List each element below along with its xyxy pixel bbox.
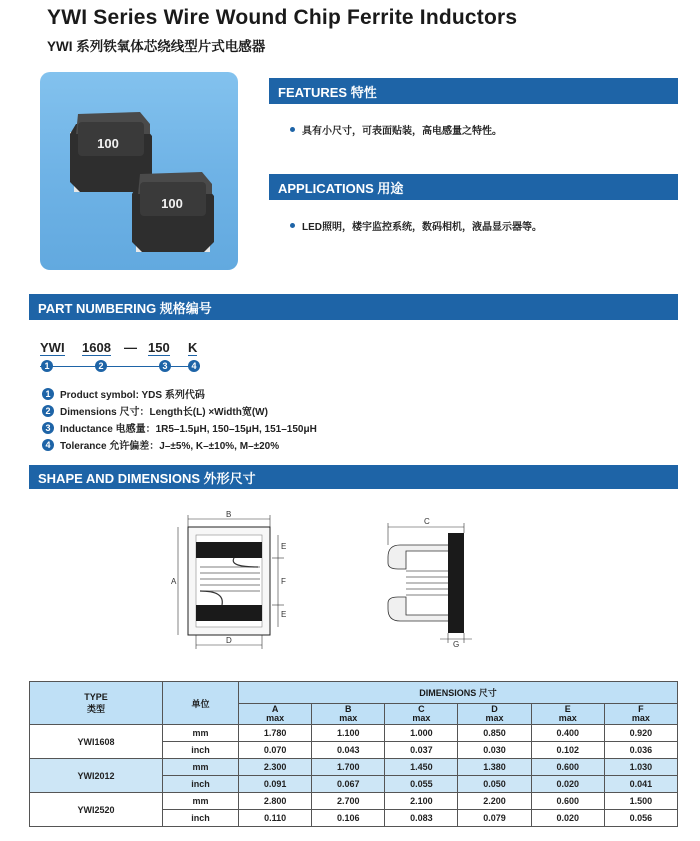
features-item-text: 具有小尺寸，可表面贴装，高电感量之特性。: [302, 126, 502, 137]
features-item: [290, 122, 502, 137]
type-cell: YWI2012: [30, 759, 163, 793]
value-cell: 0.030: [458, 742, 531, 759]
bullet-dot-icon: [290, 127, 295, 132]
spec-item: [42, 420, 317, 435]
col-header-c: C max: [385, 704, 458, 725]
value-cell: 0.056: [604, 810, 677, 827]
spec-marker: 2: [42, 405, 54, 417]
value-cell: 0.083: [385, 810, 458, 827]
spec-marker: 1: [42, 388, 54, 400]
value-cell: 0.067: [312, 776, 385, 793]
spec-text: Product symbol: YDS 系列代码: [60, 390, 205, 401]
col-header-e: E max: [531, 704, 604, 725]
value-cell: 0.920: [604, 725, 677, 742]
value-cell: 1.380: [458, 759, 531, 776]
pn-marker-2: 2: [95, 360, 107, 372]
type-cell: YWI1608: [30, 725, 163, 759]
unit-cell: inch: [163, 742, 239, 759]
value-cell: 1.780: [239, 725, 312, 742]
value-cell: 0.600: [531, 793, 604, 810]
value-cell: 0.070: [239, 742, 312, 759]
value-cell: 0.050: [458, 776, 531, 793]
pn-code-size: 1608: [82, 340, 111, 355]
unit-header: 单位: [163, 682, 239, 725]
value-cell: 2.200: [458, 793, 531, 810]
value-cell: 0.041: [604, 776, 677, 793]
value-cell: 0.600: [531, 759, 604, 776]
pn-connector-line: [40, 366, 200, 367]
type-cell: YWI2520: [30, 793, 163, 827]
chip-marking-2: 100: [161, 196, 183, 211]
spec-item: [42, 437, 279, 452]
value-cell: 0.037: [385, 742, 458, 759]
page-title: YWI Series Wire Wound Chip Ferrite Inductors: [47, 6, 518, 29]
inductor-chips-image: [40, 72, 238, 270]
value-cell: 0.043: [312, 742, 385, 759]
spec-marker: 3: [42, 422, 54, 434]
value-cell: 0.400: [531, 725, 604, 742]
value-cell: 0.106: [312, 810, 385, 827]
unit-cell: inch: [163, 776, 239, 793]
dim-label-e-top: E: [281, 542, 287, 551]
dim-label-b: B: [226, 510, 232, 519]
shape-heading: SHAPE AND DIMENSIONS 外形尺寸: [29, 465, 678, 489]
unit-cell: mm: [163, 725, 239, 742]
type-header: TYPE 类型: [30, 682, 163, 725]
value-cell: 0.036: [604, 742, 677, 759]
applications-item-text: LED照明，楼宇监控系统，数码相机，液晶显示器等。: [302, 222, 542, 233]
value-cell: 2.100: [385, 793, 458, 810]
value-cell: 0.020: [531, 810, 604, 827]
col-header-d: D max: [458, 704, 531, 725]
value-cell: 0.110: [239, 810, 312, 827]
page-subtitle: YWI 系列铁氧体芯绕线型片式电感器: [47, 39, 266, 54]
value-cell: 2.700: [312, 793, 385, 810]
value-cell: 0.055: [385, 776, 458, 793]
col-header-f: F max: [604, 704, 677, 725]
pn-code-series: YWI: [40, 340, 65, 355]
pn-marker-4: 4: [188, 360, 200, 372]
features-heading: FEATURES 特性: [269, 78, 678, 104]
bullet-dot-icon: [290, 223, 295, 228]
dim-label-e-bottom: E: [281, 610, 287, 619]
pn-marker-1: 1: [41, 360, 53, 372]
col-header-b: B max: [312, 704, 385, 725]
value-cell: 0.102: [531, 742, 604, 759]
value-cell: 1.450: [385, 759, 458, 776]
value-cell: 0.850: [458, 725, 531, 742]
dim-label-a: A: [171, 577, 177, 586]
dim-label-c: C: [424, 517, 430, 526]
dimensions-table: [29, 681, 678, 827]
applications-heading: APPLICATIONS 用途: [269, 174, 678, 200]
spec-marker: 4: [42, 439, 54, 451]
dim-label-d: D: [226, 636, 232, 645]
product-photo: [40, 72, 238, 270]
value-cell: 1.000: [385, 725, 458, 742]
part-numbering-heading: PART NUMBERING 规格编号: [29, 294, 678, 320]
chip-marking-1: 100: [97, 136, 119, 151]
pn-code-dash: —: [124, 340, 137, 355]
dimensions-header: DIMENSIONS 尺寸: [239, 682, 678, 704]
unit-cell: mm: [163, 793, 239, 810]
pn-code-tolerance: K: [188, 340, 198, 355]
value-cell: 0.020: [531, 776, 604, 793]
dim-label-f: F: [281, 577, 286, 586]
value-cell: 1.700: [312, 759, 385, 776]
spec-item: [42, 386, 205, 401]
dim-label-g: G: [453, 640, 460, 649]
unit-cell: mm: [163, 759, 239, 776]
spec-text: Inductance 电感量：1R5–1.5μH, 150–15μH, 151–150μH: [60, 424, 317, 435]
col-header-a: A max: [239, 704, 312, 725]
value-cell: 1.500: [604, 793, 677, 810]
value-cell: 1.100: [312, 725, 385, 742]
value-cell: 0.079: [458, 810, 531, 827]
spec-item: [42, 403, 268, 418]
pn-code-inductance: 150: [148, 340, 170, 355]
dimension-drawing: [160, 505, 500, 655]
spec-text: Dimensions 尺寸：Length长(L) ×Width宽(W): [60, 407, 268, 418]
value-cell: 2.800: [239, 793, 312, 810]
value-cell: 2.300: [239, 759, 312, 776]
spec-text: Tolerance 允许偏差：J–±5%, K–±10%, M–±20%: [60, 441, 280, 452]
value-cell: 1.030: [604, 759, 677, 776]
applications-item: [290, 218, 542, 233]
value-cell: 0.091: [239, 776, 312, 793]
pn-marker-3: 3: [159, 360, 171, 372]
unit-cell: inch: [163, 810, 239, 827]
